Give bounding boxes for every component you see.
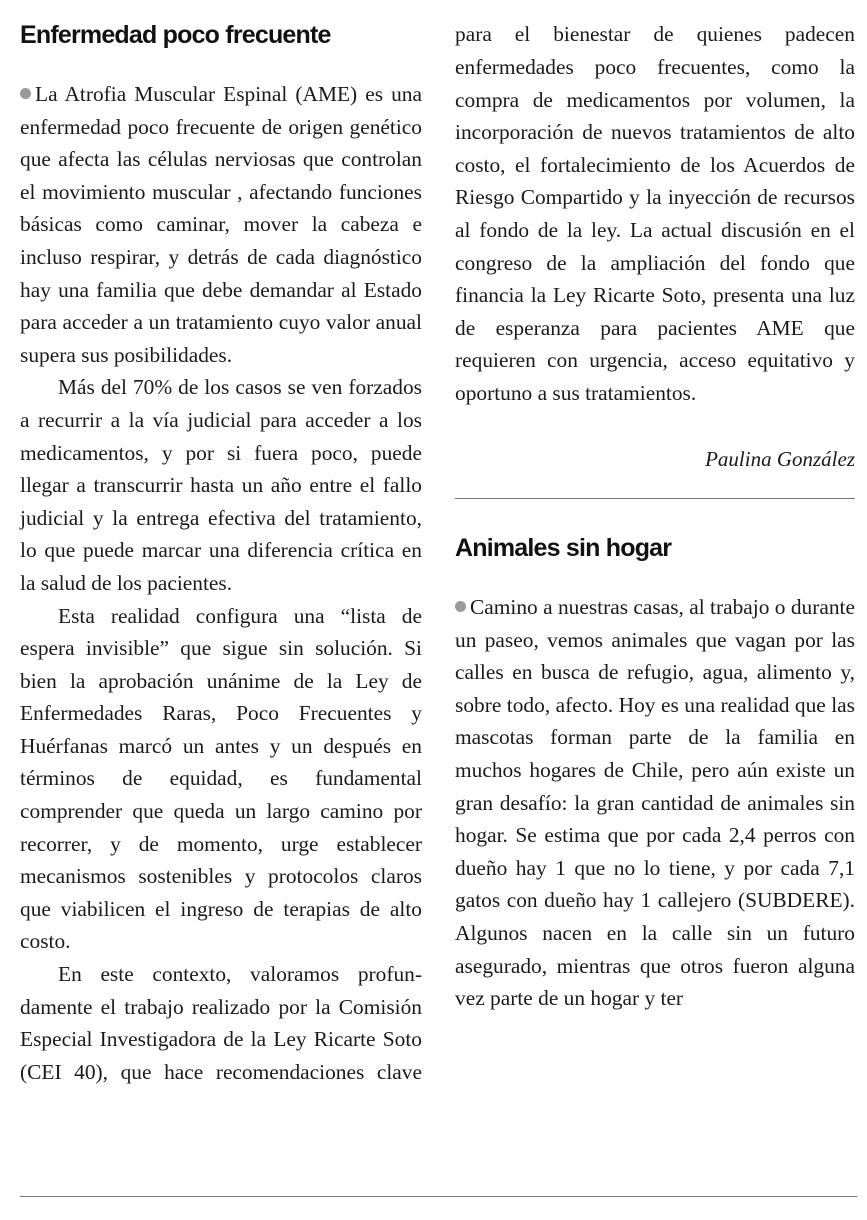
article-1-paragraph: La Atrofia Muscular Espinal (AME) es una enfermedad poco frecuente de origen genético que afecta las células nerviosas que controlan el movimiento muscular , afectando funciones básicas como caminar, mover la cabeza e incluso respirar, y detrás de cada diagnóstico hay una familia que debe demandar al Estado para acceder a un tratamiento cuyo valor anual supera sus posibilidades. [20, 82, 422, 367]
column-right [455, 18, 855, 1015]
article-divider [455, 498, 855, 499]
article-1-paragraph-continuation: para el bienestar de quienes padecen enfermedades poco frecuentes, como la compra de medicamentos por volumen, la incorporación de nuevos tratamientos de alto costo, el fortalecimiento de los Acuerdos de Riesgo Compartido y la inyección de recursos al fondo de la ley. La actual discusión en el congreso de la ampliación del fondo que financia la Ley Ricarte Soto, presenta una luz de esperanza para pacientes AME que requieren con urgencia, acceso equitativo y oportuno a sus tratamientos. [455, 22, 855, 405]
article-1-body [20, 78, 422, 1088]
bullet-icon [455, 601, 466, 612]
article-1-title: Enfermedad poco frecuente [20, 21, 331, 49]
article-2-paragraph: Camino a nuestras casas, al trabajo o durante un paseo, vemos animales que vagan por las calles en busca de refugio, agua, alimento y, sobre todo, afecto. Hoy es una realidad que las mascotas forman parte de la familia en muchos hogares de Chile, pero aún existe un gran desafío: la gran cantidad de animales sin hogar. Se estima que por cada 2,4 perros con dueño hay 1 que no lo tiene, y por cada 7,1 gatos con dueño hay 1 callejero (SUBDERE). Algunos nacen en la calle sin un futuro asegurado, mientras que otros fueron alguna vez parte de un hogar y ter [455, 595, 855, 1011]
article-1-paragraph: Más del 70% de los casos se ven forzados a recurrir a la vía judicial para acceder a los medicamentos, y por si fuera poco, puede llegar a transcurrir hasta un año entre el fallo judicial y la entrega efectiva del tratamiento, lo que puede marcar una diferencia crítica en la salud de los pacientes. [20, 375, 422, 595]
article-2-body [455, 591, 855, 1015]
article-2-title: Animales sin hogar [455, 534, 672, 562]
article-1-paragraph-continued: En este contexto, valoramos profundamente el trabajo realizado por la Comisión Especial Investigadora de la Ley Ricarte Soto (CEI 40), que hace recomendaciones clave [20, 962, 422, 1084]
bullet-icon [20, 88, 31, 99]
article-1-continuation [455, 18, 855, 410]
article-1-author: Paulina González [705, 447, 855, 471]
column-left [20, 18, 422, 1088]
bottom-rule [20, 1196, 857, 1197]
article-1-paragraph: Esta realidad configura una “lista de espera invisible” que sigue sin solución. Si bien la aprobación unánime de la Ley de Enfermedades Raras, Poco Frecuentes y Huérfanas marcó un antes y un después en términos de equidad, es fundamental comprender que queda un largo camino por recorrer, y de momento, urge establecer mecanismos sostenibles y protocolos claros que viabilicen el ingreso de terapias de alto costo. [20, 603, 422, 954]
